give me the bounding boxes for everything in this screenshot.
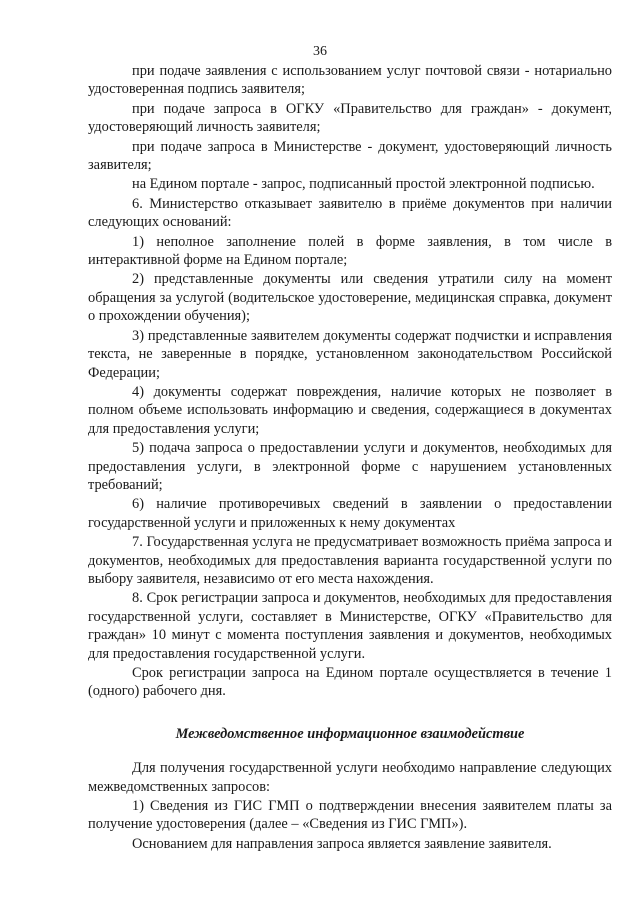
section-heading: Межведомственное информационное взаимодействие [175,725,525,742]
paragraph-interagency-requests: Для получения государственной услуги необходимо направление следующих межведомственных запросов: [88,760,612,795]
paragraph-gis-gmp: 1) Сведения из ГИС ГМП о подтверждении внесения заявителем платы за получение удостоверения (далее – «Сведения из ГИС ГМП»). [88,798,612,833]
paragraph-request-basis: Основанием для направления запроса является заявление заявителя. [132,835,552,852]
paragraph-reason-4: 4) документы содержат повреждения, наличие которых не позволяет в полном объеме использовать информацию и сведения, содержащиеся в документах для предоставления услуги; [88,383,612,437]
paragraph-ministry-identity: при подаче запроса в Министерстве - документ, удостоверяющий личность заявителя; [88,138,612,174]
paragraph-reason-3: 3) представленные заявителем документы содержат подчистки и исправления текста, не заверенные в порядке, установленном законодательством Российской Федерации; [88,327,612,381]
paragraph-reason-6: 6) наличие противоречивых сведений в заявлении о предоставлении государственной услуги и приложенных к нему документах [88,496,612,531]
paragraph-ogku-identity: при подаче запроса в ОГКУ «Правительство для граждан» - документ, удостоверяющий личность заявителя; [88,100,612,136]
paragraph-item-7: 7. Государственная услуга не предусматривает возможность приёма запроса и документов, необходимых для предоставления варианта государственной услуги по выбору заявителя, независимо от его места нахождения. [88,534,612,587]
document-body [88,62,612,853]
paragraph-portal-signature: на Едином портале - запрос, подписанный простой электронной подписью. [132,176,595,193]
paragraph-portal-registration: Срок регистрации запроса на Едином портале осуществляется в течение 1 (одного) рабочего дня. [88,665,612,700]
page-number: 36 [313,44,327,59]
paragraph-reason-2: 2) представленные документы или сведения утратили силу на момент обращения за услугой (водительское удостоверение, медицинская справка, документ о прохождении обучения); [88,271,612,325]
paragraph-reason-5: 5) подача запроса о предоставлении услуги и документов, необходимых для предоставления услуги, в электронной форме с нарушением установленных требований; [88,440,612,493]
paragraph-reason-1: 1) неполное заполнение полей в форме заявления, в том числе в интерактивной форме на Едином портале; [88,233,612,269]
paragraph-mail-signature: при подаче заявления с использованием услуг почтовой связи - нотариально удостоверенная подпись заявителя; [88,63,612,98]
paragraph-item-8: 8. Срок регистрации запроса и документов, необходимых для предоставления государственной услуги, составляет в Министерстве, ОГКУ «Правительство для граждан» 10 минут с момента поступления заявления и документов, необходимых для предоставления государственной услуги. [88,590,612,662]
paragraph-item-6: 6. Министерство отказывает заявителю в приёме документов при наличии следующих оснований: [88,195,612,231]
